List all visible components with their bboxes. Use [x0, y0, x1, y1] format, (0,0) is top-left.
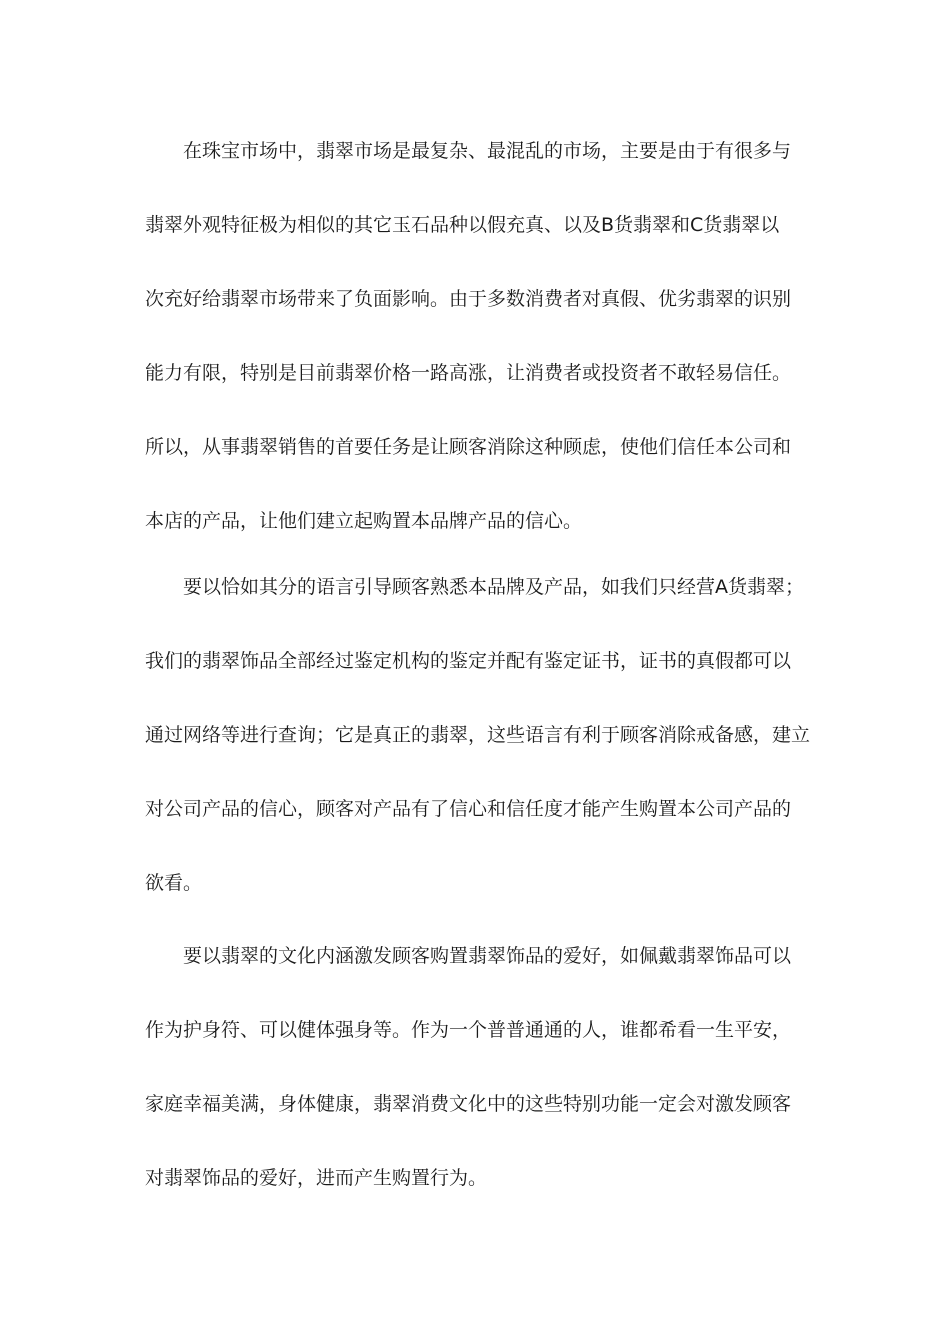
paragraph-1 — [145, 114, 815, 558]
paragraph-line: 在珠宝市场中，翡翠市场是最复杂、最混乱的市场，主要是由于有很多与 — [183, 140, 792, 162]
paragraph-2 — [145, 550, 815, 920]
paragraph-line: 作为护身符、可以健体强身等。作为一个普普通通的人，谁都希看一生平安， — [145, 1019, 792, 1041]
paragraph-line: 翡翠外观特征极为相似的其它玉石品种以假充真、以及B货翡翠和C货翡翠以 — [145, 214, 780, 236]
paragraph-line: 所以，从事翡翠销售的首要任务是让顾客消除这种顾虑，使他们信任本公司和 — [145, 436, 792, 458]
paragraph-line: 次充好给翡翠市场带来了负面影响。由于多数消费者对真假、优劣翡翠的识别 — [145, 288, 792, 310]
paragraph-line: 家庭幸福美满，身体健康，翡翠消费文化中的这些特别功能一定会对激发顾客 — [145, 1093, 792, 1115]
paragraph-line: 对翡翠饰品的爱好，进而产生购置行为。 — [145, 1167, 488, 1189]
paragraph-line: 对公司产品的信心，顾客对产品有了信心和信任度才能产生购置本公司产品的 — [145, 798, 792, 820]
paragraph-line: 我们的翡翠饰品全部经过鉴定机构的鉴定并配有鉴定证书，证书的真假都可以 — [145, 650, 792, 672]
paragraph-line: 要以恰如其分的语言引导顾客熟悉本品牌及产品，如我们只经营A货翡翠； — [183, 576, 804, 598]
paragraph-line: 通过网络等进行查询；它是真正的翡翠，这些语言有利于顾客消除戒备感，建立 — [145, 724, 811, 746]
paragraph-line: 本店的产品，让他们建立起购置本品牌产品的信心。 — [145, 510, 583, 532]
paragraph-line: 能力有限，特别是目前翡翠价格一路高涨，让消费者或投资者不敢轻易信任。 — [145, 362, 792, 384]
paragraph-3 — [145, 919, 815, 1215]
paragraph-line: 欲看。 — [145, 872, 203, 894]
paragraph-line: 要以翡翠的文化内涵激发顾客购置翡翠饰品的爱好，如佩戴翡翠饰品可以 — [183, 945, 792, 967]
